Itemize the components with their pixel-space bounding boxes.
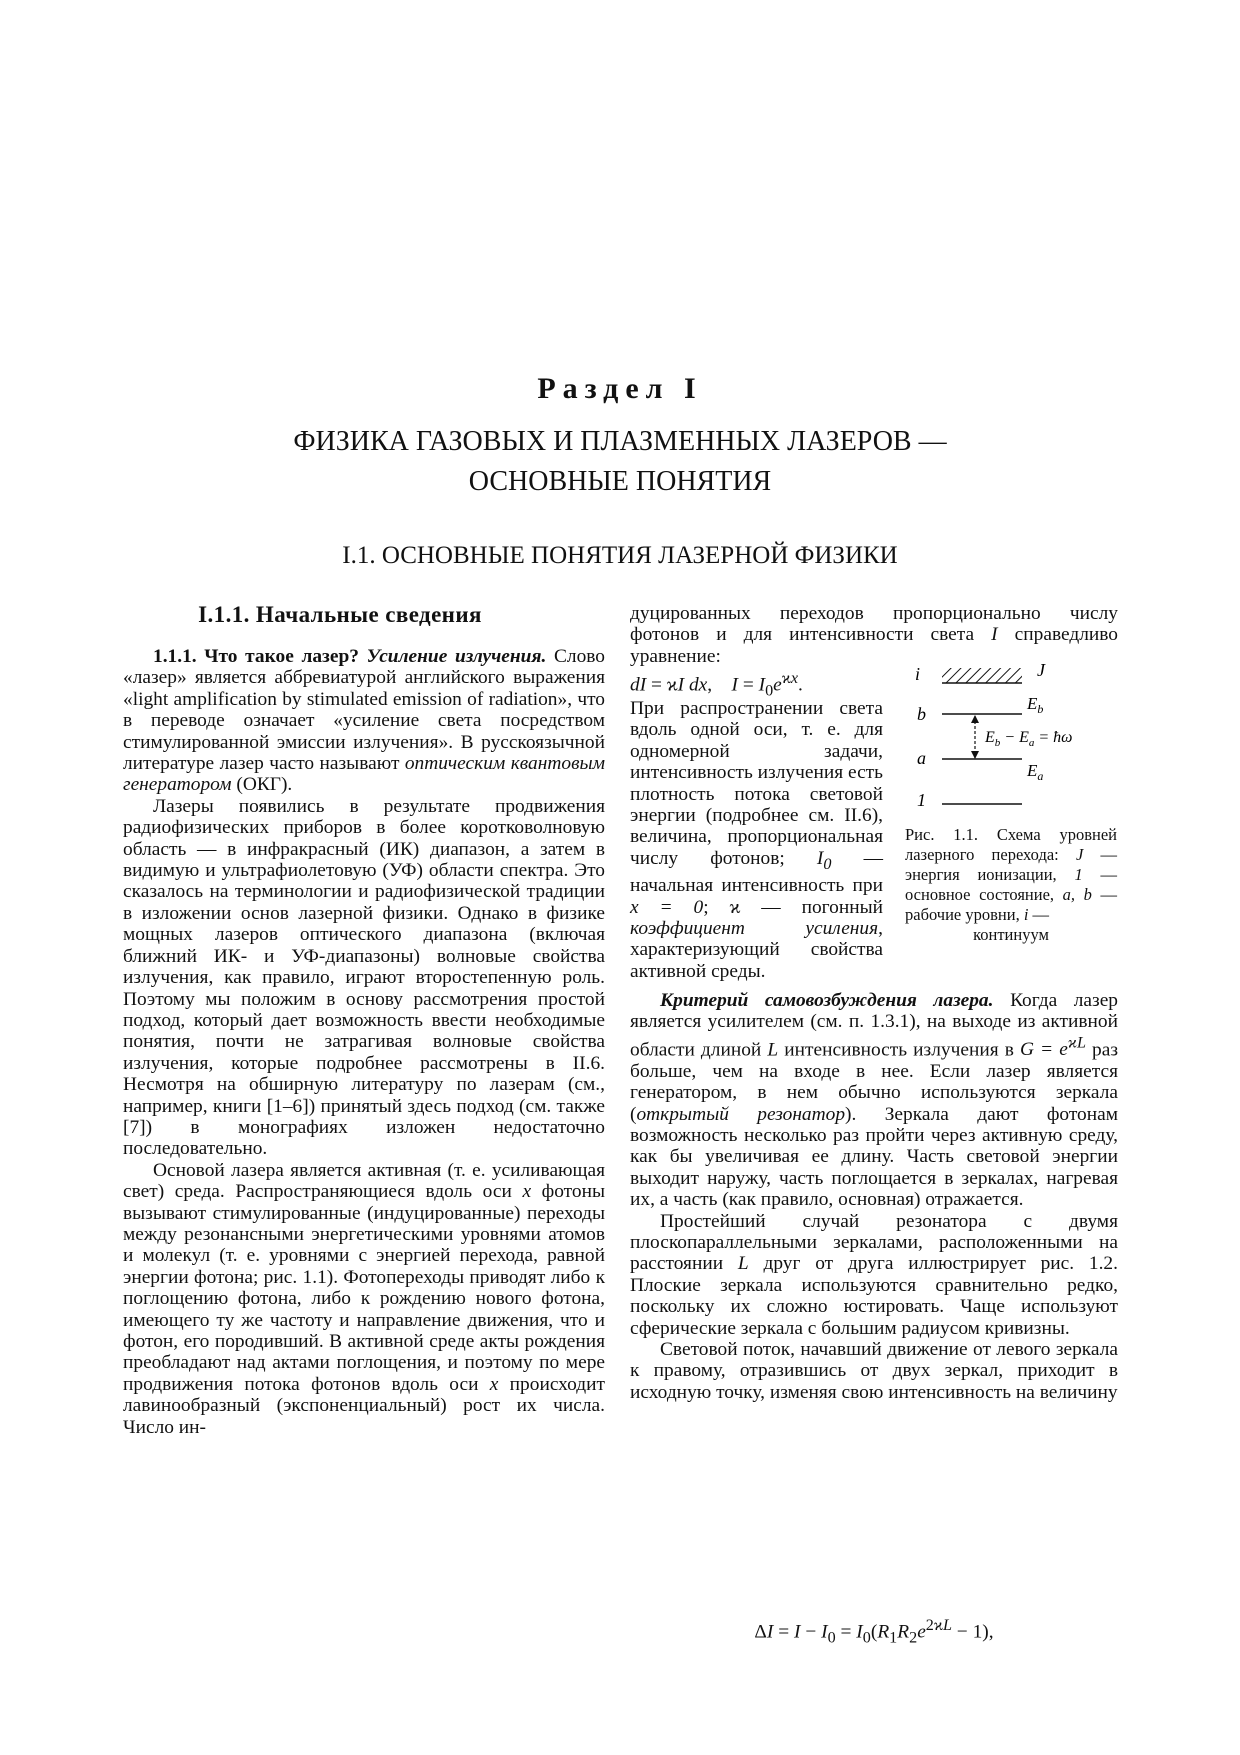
paragraph-one-dimensional xyxy=(630,698,883,982)
caption-math: i xyxy=(1023,905,1029,924)
part-title-line-2: ОСНОВНЫЕ ПОНЯТИЯ xyxy=(468,466,772,497)
paragraph-text: (ОКГ). xyxy=(236,774,293,796)
paragraph-history: Лазеры появились в результате продвижения радиофизических приборов в более коротковолновую область — в инфракрасный (ИК) диапазон, а затем в видимую и ультрафиолетовую (УФ) области спектра. Это сказалось на терминологии и радиофизической традиции в изложении основ лазерной физики. Однако в физике мощных лазеров оптического диапазона (включая ближний ИК- и УФ-диапазоны) волновые свойства излучения, как правило, играют второстепенную роль. Поэтому мы положим в основу рассмотрения простой подход, который дает возможность ввести необходимые понятия, почти не затрагивая волновые свойства излучения, которые подробнее рассмотрены в II.6. Несмотря на обширную литературу по лазерам (см., например, книги [1–6]) принятый здесь подход (см. также [7]) в монографиях изложен недостаточно последовательно. xyxy=(123,795,605,1160)
section-title: I.1. ОСНОВНЫЕ ПОНЯТИЯ ЛАЗЕРНОЙ ФИЗИКИ xyxy=(342,542,898,569)
formula-intensity-change: $\Delta I = I - I_0 = I_0(R_1R_2e^{2ϰL} - 1)$, xyxy=(754,1617,994,1647)
caption-math: a, b xyxy=(1062,885,1092,904)
transition-arrow-down xyxy=(971,751,979,759)
math-I0: $I_0$ xyxy=(816,847,832,873)
figure-caption xyxy=(905,825,1117,945)
math-L: L xyxy=(737,1253,749,1275)
paragraph-text: Когда лазер является усилителем (см. п. 1.3.1), на выходе из активной области длиной xyxy=(630,990,1118,1061)
level-label-1: 1 xyxy=(917,790,926,810)
math-L: L xyxy=(767,1039,779,1061)
caption-math: J xyxy=(1075,845,1084,864)
continuum-hatch xyxy=(942,668,1022,683)
paragraph-self-excitation xyxy=(630,990,1118,1211)
paragraph-text: ). Зеркала дают фотонам возможность несколько раз пройти через активную среду, как бы увеличивая ее длину. Часть световой энергии выходит наружу, часть поглощается в зеркалах, нагревая их, а часть (как правило, основная) отражается. xyxy=(630,1103,1118,1211)
paragraph-text: При распространении света вдоль одной оси, т. е. для одномерной задачи, интенсивность излучения есть плотность потока световой энергии (подробнее см. II.6), величина, пропорциональная числу фотонов; xyxy=(630,698,883,869)
paragraph-text: , характеризующий свойства активной среды. xyxy=(630,917,883,982)
paragraph-text: интенсивность излучения в xyxy=(784,1039,1014,1061)
paragraph-italic-term: открытый резонатор xyxy=(636,1103,846,1125)
paragraph-text: фотоны вызывают стимулированные (индуцированные) переходы между резонансными энергетическими уровнями атомов и молекул (т. е. уровнями с энергией перехода, равной энергии фотона; рис. 1.1). Фотопереходы приводят либо к поглощению фотона, либо к рождению нового фотона, имеющего ту же частоту и направление движения, что и фотон, его породивший. В активной среде акты рождения преобладают над актами поглощения, и поэтому по мере продвижения потока фотонов вдоль оси xyxy=(123,1181,605,1395)
right-column-beside-figure xyxy=(630,698,883,982)
level-label-i: i xyxy=(915,664,921,684)
paragraph-text: Простейший случай резонатора с двумя плоскопараллельными зеркалами, расположенными на расстоянии xyxy=(630,1210,1118,1275)
left-column xyxy=(123,646,605,1438)
paragraph-light-flow: Световой поток, начавший движение от левого зеркала к правому, отразившись от двух зеркал, приходит в исходную точку, изменяя свою интенсивность на величину xyxy=(630,1338,1118,1403)
caption-text: Рис. 1.1. Схема уровней лазерного перехода: xyxy=(905,825,1117,864)
paragraph-text: раз больше, чем на входе в нее. Если лазер является генератором, в нем обычно используются зеркала ( xyxy=(630,1039,1118,1125)
caption-last-line: континуум xyxy=(973,925,1049,944)
level-label-Eb: $E_b$ xyxy=(1027,694,1044,716)
paragraph-text: Основой лазера является активная (т. е. усиливающая свет) среда. Распространяющиеся вдоль оси xyxy=(123,1159,605,1203)
energy-level-diagram xyxy=(905,654,1120,834)
right-column-bottom xyxy=(630,990,1118,1403)
part-title xyxy=(0,422,1240,502)
paragraph-italic-term: оптическим квантовым генератором xyxy=(123,753,605,796)
formula-intensity: dI = ϰI dx, $I = I_0e^{ϰx}$. xyxy=(630,670,803,700)
part-label: Раздел I xyxy=(537,372,703,405)
level-label-Ea: $E_a$ xyxy=(1027,761,1044,783)
paragraph-text: друг от друга иллюстрирует рис. 1.2. Плоские зеркала используются сравнительно редко, поскольку их сложно юстировать. Чаще используют сферические зеркала с большим радиусом кривизны. xyxy=(630,1253,1118,1339)
paragraph-resonator xyxy=(630,1211,1118,1339)
level-label-J: J xyxy=(1037,660,1045,680)
math-I: I xyxy=(991,624,998,646)
paragraph-run-in-title: Критерий самовозбуждения лазера. xyxy=(660,990,994,1011)
caption-text: — xyxy=(1032,905,1050,924)
caption-text: — энергия ионизации, xyxy=(905,845,1118,884)
caption-text: — основное состояние, xyxy=(905,865,1118,904)
paragraph-number: 1.1.1. Что такое лазер? xyxy=(153,646,359,667)
math-x: x xyxy=(489,1373,499,1395)
subsection-title: I.1.1. Начальные сведения xyxy=(198,602,482,627)
caption-math: 1 xyxy=(1074,865,1083,884)
paragraph-what-is-laser xyxy=(123,646,605,796)
paragraph-text: дуцированных переходов пропорционально числу фотонов и для интенсивности света xyxy=(630,603,1118,646)
level-label-b: b xyxy=(917,704,926,724)
paragraph-text: происходит лавинообразный (экспоненциальный) рост их числа. Число ин- xyxy=(123,1373,605,1438)
math-x-zero: x = 0 xyxy=(630,896,704,918)
paragraph-text: — начальная интенсивность при xyxy=(630,847,883,897)
paragraph-text: справедливо уравнение: xyxy=(630,624,1118,667)
transition-energy-label: $E_b - E_a$ = ħω xyxy=(985,729,1073,749)
paragraph-active-medium xyxy=(123,1160,605,1438)
math-x: x xyxy=(522,1181,532,1203)
paragraph-run-in-title: Усиление излучения. xyxy=(366,646,547,667)
math-gain: $G = e^{ϰL}$ xyxy=(1019,1034,1086,1061)
transition-arrow-up xyxy=(971,715,979,723)
paragraph-text: Слово «лазер» является аббревиатурой английского выражения «light amplification by stimulated emission of radiation», что в переводе означает «усиление света посредством стимулированной эмиссии излучения». В русскоязычной литературе лазер часто называют xyxy=(123,646,605,775)
level-label-a: a xyxy=(917,748,926,768)
part-title-line-1: ФИЗИКА ГАЗОВЫХ И ПЛАЗМЕННЫХ ЛАЗЕРОВ — xyxy=(293,426,947,457)
caption-text: — рабочие уровни, xyxy=(905,885,1118,924)
paragraph-text: ; ϰ — погонный xyxy=(703,896,883,918)
paragraph-italic-term: коэффициент усиления xyxy=(630,917,879,939)
